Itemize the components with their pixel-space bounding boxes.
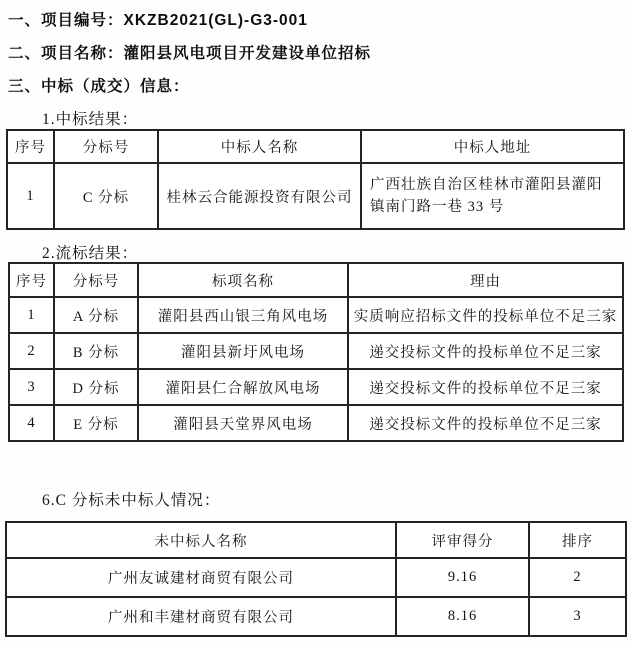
column-header: 评审得分 [396,522,529,558]
project-name-heading [8,41,371,63]
winning-result-table [6,129,625,230]
failed-bid-table [8,262,624,442]
award-info-heading: 三、中标（成交）信息： [8,78,190,95]
failed-bid-section-title: 2.流标结果： [42,245,139,262]
table-row [6,558,626,597]
table-row [9,369,623,405]
table-row [9,333,623,369]
table-cell: C 分标 [54,163,158,229]
table-cell: 8.16 [396,597,529,636]
table-cell: 桂林云合能源投资有限公司 [158,163,361,229]
table-cell: 9.16 [396,558,529,597]
table-cell: 3 [9,369,54,405]
column-header: 序号 [9,263,54,297]
table-cell: 1 [7,163,54,229]
table-cell: 广州友诚建材商贸有限公司 [6,558,396,597]
column-header: 排序 [529,522,626,558]
table-row [9,405,623,441]
table-cell: 灌阳县西山银三角风电场 [138,297,348,333]
table-cell: E 分标 [54,405,138,441]
table-cell: 广西壮族自治区桂林市灌阳县灌阳镇南门路一巷 33 号 [361,163,624,229]
table-cell: 递交投标文件的投标单位不足三家 [348,405,623,441]
table-cell: 灌阳县天堂界风电场 [138,405,348,441]
table-cell: 灌阳县仁合解放风电场 [138,369,348,405]
column-header: 理由 [348,263,623,297]
table-row [6,597,626,636]
table-cell: B 分标 [54,333,138,369]
project-number-heading [8,8,308,30]
table-cell: 2 [9,333,54,369]
project-name-value: 灌阳县风电项目开发建设单位招标 [123,45,372,62]
column-header: 中标人地址 [361,130,624,163]
column-header: 中标人名称 [158,130,361,163]
table-row [7,163,624,229]
table-header-row [7,130,624,163]
project-name-label: 二、项目名称： [8,45,124,62]
non-winning-bidders-section-title: 6.C 分标未中标人情况： [42,492,221,509]
winning-result-section-title: 1.中标结果： [42,111,139,128]
table-cell: 递交投标文件的投标单位不足三家 [348,369,623,405]
table-cell: 2 [529,558,626,597]
column-header: 标项名称 [138,263,348,297]
table-cell: 实质响应招标文件的投标单位不足三家 [348,297,623,333]
project-number-label: 一、项目编号： [8,12,124,29]
table-cell: 递交投标文件的投标单位不足三家 [348,333,623,369]
project-number-value: XKZB2021(GL)-G3-001 [123,12,308,29]
table-cell: 3 [529,597,626,636]
column-header: 序号 [7,130,54,163]
table-header-row [9,263,623,297]
table-cell: D 分标 [54,369,138,405]
non-winning-bidders-table [5,521,627,637]
table-row [9,297,623,333]
table-cell: 广州和丰建材商贸有限公司 [6,597,396,636]
table-header-row [6,522,626,558]
column-header: 未中标人名称 [6,522,396,558]
column-header: 分标号 [54,130,158,163]
table-cell: 灌阳县新圩风电场 [138,333,348,369]
table-cell: 1 [9,297,54,333]
column-header: 分标号 [54,263,138,297]
table-cell: 4 [9,405,54,441]
table-cell: A 分标 [54,297,138,333]
